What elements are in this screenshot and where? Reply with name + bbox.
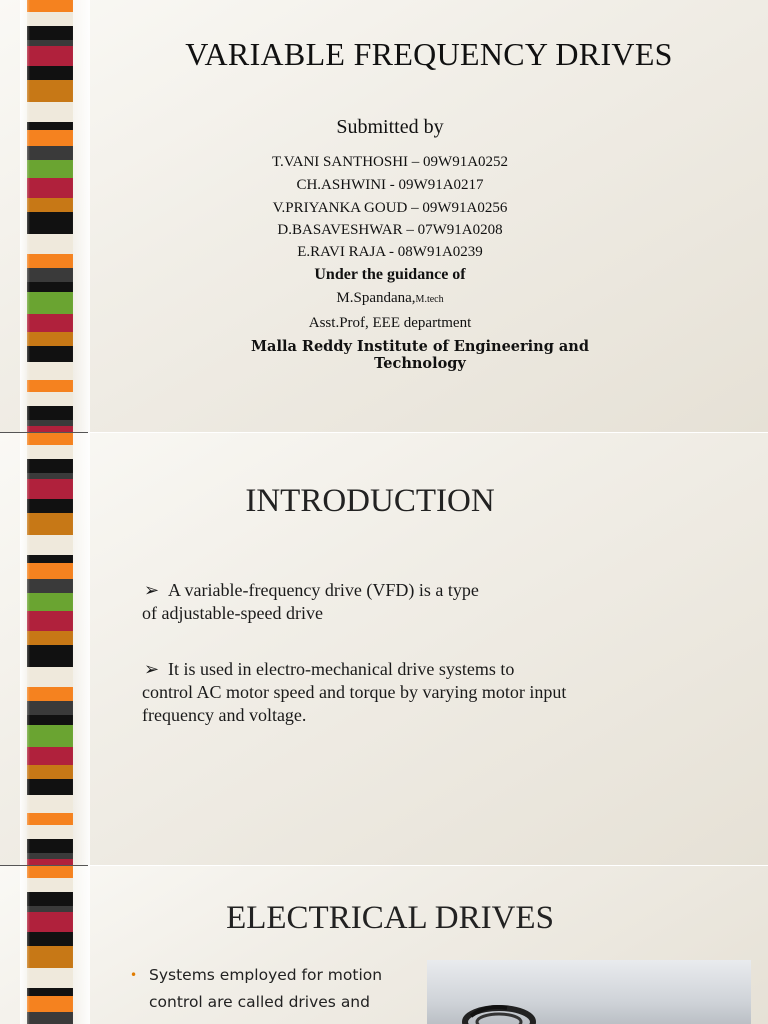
electrical-drives-heading: ELECTRICAL DRIVES <box>226 900 554 936</box>
stripe-band <box>27 631 73 645</box>
stripe-edge-fade <box>20 866 30 1024</box>
stripe-band <box>27 479 73 499</box>
stripe-band <box>27 198 73 212</box>
stripe-column <box>27 433 73 865</box>
stripe-band <box>27 866 73 878</box>
stripe-band <box>27 825 73 839</box>
stripe-band <box>27 611 73 631</box>
stripe-band <box>27 813 73 825</box>
stripe-band <box>27 26 73 40</box>
stripe-band <box>27 499 73 513</box>
guidance-label: Under the guidance of <box>314 266 466 283</box>
stripe-edge-fade <box>20 433 30 865</box>
stripe-band <box>27 212 73 234</box>
arrow-bullet-icon: ➢ <box>144 659 160 679</box>
stripe-band <box>27 579 73 593</box>
intro-point-line: frequency and voltage. <box>142 705 307 725</box>
bullet-dot-icon: • <box>130 968 138 982</box>
stripe-band <box>27 459 73 473</box>
member-name: V.PRIYANKA GOUD – 09W91A0256 <box>272 200 508 216</box>
stripe-band <box>27 254 73 268</box>
stripe-band <box>27 0 73 12</box>
stripe-band <box>27 46 73 66</box>
stripe-band <box>27 1012 73 1024</box>
stripe-band <box>27 292 73 314</box>
stripe-band <box>27 795 73 813</box>
intro-point-line: of adjustable-speed drive <box>142 603 323 623</box>
stripe-band <box>27 946 73 968</box>
intro-point <box>142 658 632 727</box>
stripe-band <box>27 645 73 667</box>
stripe-band <box>27 314 73 332</box>
stripe-column <box>27 866 73 1024</box>
guide-degree: M.tech <box>415 294 444 305</box>
stripe-band <box>27 282 73 292</box>
member-name: T.VANI SANTHOSHI – 09W91A0252 <box>271 154 509 170</box>
arrow-bullet-icon: ➢ <box>144 580 160 600</box>
stripe-band <box>27 555 73 563</box>
stripe-band <box>27 332 73 346</box>
slide-introduction <box>0 433 768 865</box>
stripe-band <box>27 362 73 380</box>
stripe-band <box>27 765 73 779</box>
stripe-edge-fade <box>20 0 30 432</box>
stripe-band <box>27 968 73 988</box>
stripe-band <box>27 80 73 102</box>
slide-title <box>0 0 768 432</box>
stripe-band <box>27 892 73 906</box>
member-name: E.RAVI RAJA - 08W91A0239 <box>297 244 483 260</box>
stripe-band <box>27 392 73 406</box>
slide-electrical-drives <box>0 866 768 1024</box>
stripe-band <box>27 988 73 996</box>
stripe-band <box>27 130 73 146</box>
intro-point-line: control AC motor speed and torque by varying motor input <box>142 682 567 702</box>
slide-title-heading: VARIABLE FREQUENCY DRIVES <box>185 36 673 72</box>
stripe-band <box>27 667 73 687</box>
stripe-band <box>27 839 73 853</box>
stripe-band <box>27 747 73 765</box>
stripe-band <box>27 160 73 178</box>
member-name: D.BASAVESHWAR – 07W91A0208 <box>277 222 503 238</box>
decorative-stripe-strip <box>0 866 90 1024</box>
stripe-band <box>27 445 73 459</box>
guide-title: Asst.Prof, EEE department <box>308 315 472 331</box>
stripe-band <box>27 380 73 392</box>
motor-photo <box>427 960 751 1024</box>
drives-point <box>130 962 400 1016</box>
decorative-stripe-strip <box>0 433 90 865</box>
stripe-band <box>27 102 73 122</box>
stripe-band <box>27 593 73 611</box>
stripe-band <box>27 687 73 701</box>
stripe-shade <box>72 0 90 432</box>
stripe-band <box>27 234 73 254</box>
stripe-band <box>27 996 73 1012</box>
institute-name: Malla Reddy Institute of Engineering and Technology <box>251 338 589 372</box>
stripe-band <box>27 715 73 725</box>
stripe-band <box>27 178 73 198</box>
stripe-band <box>27 513 73 535</box>
member-name: CH.ASHWINI - 09W91A0217 <box>296 177 484 193</box>
stripe-band <box>27 268 73 282</box>
stripe-band <box>27 779 73 795</box>
stripe-band <box>27 433 73 445</box>
intro-point-line: A variable-frequency drive (VFD) is a type <box>168 580 479 600</box>
decorative-stripe-strip <box>0 0 90 432</box>
guide-name <box>90 290 690 307</box>
stripe-band <box>27 563 73 579</box>
intro-point <box>142 579 632 625</box>
stripe-column <box>27 0 73 432</box>
stripe-band <box>27 725 73 747</box>
stripe-band <box>27 346 73 362</box>
stripe-band <box>27 12 73 26</box>
guide-name-text: M.Spandana, <box>336 290 416 306</box>
stripe-shade <box>72 433 90 865</box>
drives-point-line: control are called drives and <box>149 993 370 1011</box>
stripe-band <box>27 406 73 420</box>
stripe-shade <box>72 866 90 1024</box>
stripe-band <box>27 122 73 130</box>
stripe-band <box>27 912 73 932</box>
stripe-band <box>27 535 73 555</box>
stripe-band <box>27 146 73 160</box>
stripe-band <box>27 932 73 946</box>
drives-point-line: Systems employed for motion <box>149 966 383 984</box>
stripe-band <box>27 66 73 80</box>
intro-point-line: It is used in electro-mechanical drive systems to <box>168 659 515 679</box>
stripe-band <box>27 701 73 715</box>
submitted-by-label: Submitted by <box>336 116 444 138</box>
stripe-band <box>27 878 73 892</box>
introduction-heading: INTRODUCTION <box>245 483 495 519</box>
